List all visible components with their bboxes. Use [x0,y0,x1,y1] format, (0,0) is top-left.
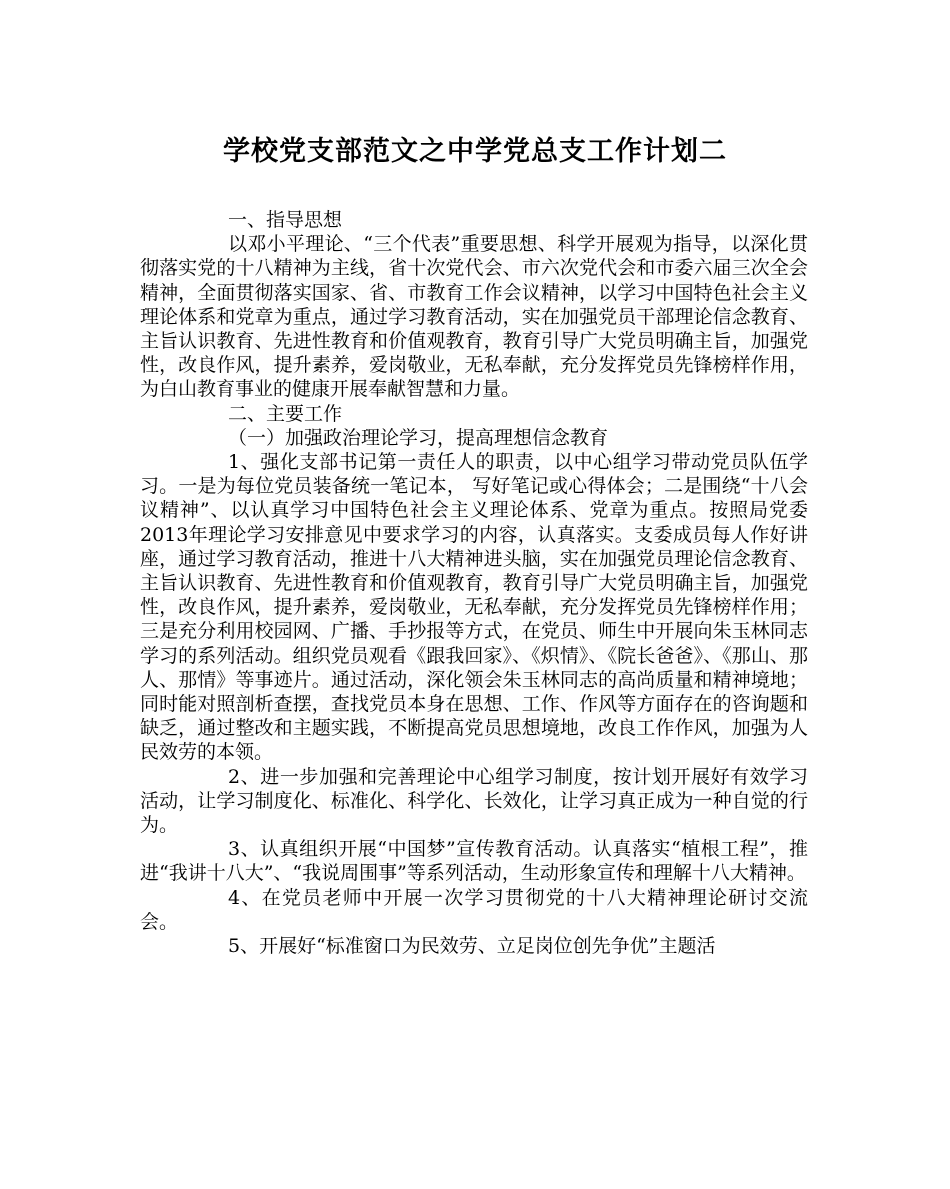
body-paragraph: 以邓小平理论、“三个代表”重要思想、科学开展观为指导，以深化贯彻落实党的十八精神为主线，省十次党代会、市六次党代会和市委六届三次全会精神，全面贯彻落实国家、省、市教育工作会议精神，以学习中国特色社会主义理论体系和党章为重点，通过学习教育活动，实在加强党员干部理论信念教育、主旨认识教育、先进性教育和价值观教育，教育引导广大党员明确主旨，加强党性，改良作风，提升素养，爱岗敬业，无私奉献，充分发挥党员先锋榜样作用，为白山教育事业的健康开展奉献智慧和力量。 [140,233,808,401]
document-body [140,208,808,958]
subsection-heading: （一）加强政治理论学习，提高理想信念教育 [228,426,609,449]
document-title: 学校党支部范文之中学党总支工作计划二 [223,136,727,167]
section-heading-guiding-ideology: 一、指导思想 [228,209,343,231]
body-paragraph: 5、开展好“标准窗口为民效劳、立足岗位创先争优”主题活 [228,935,716,958]
body-paragraph: 1、强化支部书记第一责任人的职责，以中心组学习带动党员队伍学习。一是为每位党员装备统一笔记本， 写好笔记或心得体会；二是围绕“十八会议精神”、以认真学习中国特色社会主义理论体系、党章为重点。按照局党委2013年理论学习安排意见中要求学习的内容，认真落实。支委成员每人作好讲座，通过学习教育活动，推进十八大精神进头脑，实在加强党员理论信念教育、主旨认识教育、先进性教育和价值观教育，教育引导广大党员明确主旨，加强党性，改良作风，提升素养，爱岗敬业，无私奉献，充分发挥党员先锋榜样作用；三是充分利用校园网、广播、手抄报等方式，在党员、师生中开展向朱玉林同志学习的系列活动。组织党员观看《跟我回家》、《炽情》、《院长爸爸》、《那山、那人、那情》等事迹片。通过活动，深化领会朱玉林同志的高尚质量和精神境地；同时能对照剖析查摆，查找党员本身在思想、工作、作风等方面存在的咨询题和缺乏，通过整改和主题实践，不断提高党员思想境地，改良工作作风，加强为人民效劳的本领。 [140,451,808,764]
section-heading-main-work: 二、主要工作 [228,402,343,425]
body-paragraph: 2、进一步加强和完善理论中心组学习制度，按计划开展好有效学习活动，让学习制度化、标准化、科学化、长效化，让学习真正成为一种自觉的行为。 [140,765,808,837]
body-paragraph: 3、认真组织开展“中国梦”宣传教育活动。认真落实“植根工程”，推进“我讲十八大”、“我说周围事”等系列活动，生动形象宣传和理解十八大精神。 [140,838,808,885]
body-paragraph: 4、在党员老师中开展一次学习贯彻党的十八大精神理论研讨交流会。 [140,886,808,933]
